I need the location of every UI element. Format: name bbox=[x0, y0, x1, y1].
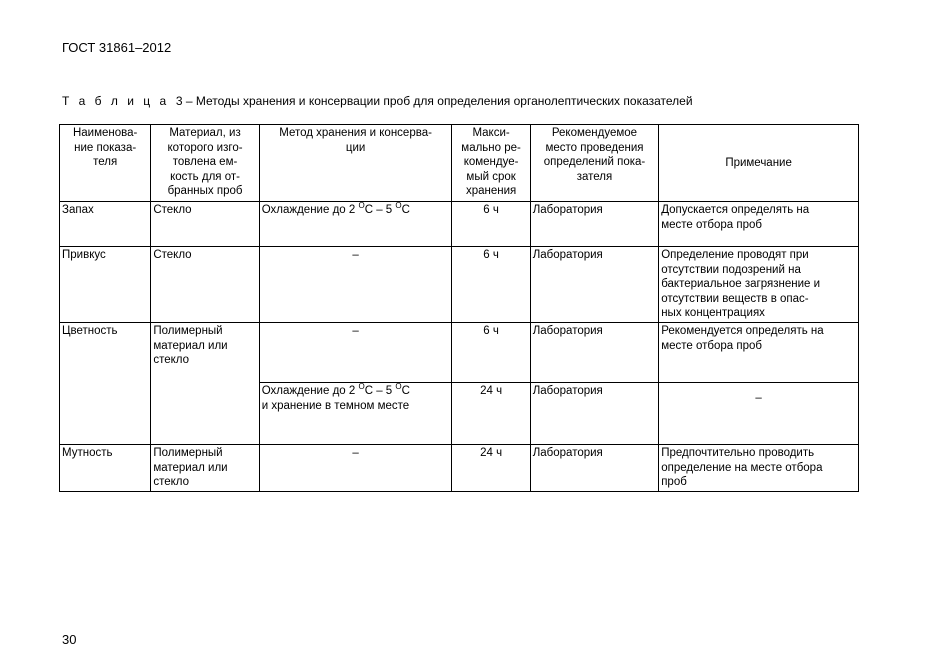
cell-material: Стекло bbox=[151, 202, 259, 247]
cell-period: 6 ч bbox=[452, 202, 530, 247]
table-caption bbox=[62, 94, 693, 108]
storage-methods-table bbox=[59, 124, 859, 492]
cell-indicator: Привкус bbox=[60, 247, 151, 323]
cell-period: 6 ч bbox=[452, 323, 530, 383]
cell-method: – bbox=[259, 445, 452, 492]
table-header-row bbox=[60, 125, 859, 202]
table-row bbox=[60, 445, 859, 492]
cell-note: Рекомендуется определять на месте отбора проб bbox=[659, 323, 859, 383]
method-text-c: С bbox=[401, 204, 410, 216]
cell-method bbox=[259, 383, 452, 445]
cell-method: – bbox=[259, 247, 452, 323]
method-text-a: Охлаждение до 2 bbox=[261, 385, 359, 397]
cell-method: – bbox=[259, 323, 452, 383]
cell-material: Стекло bbox=[151, 247, 259, 323]
method-text-b: С – 5 bbox=[364, 204, 396, 216]
header-period: Макси- мально ре- комендуе- мый срок хранения bbox=[452, 125, 530, 202]
header-note: Примечание bbox=[659, 125, 859, 202]
cell-indicator: Цветность bbox=[60, 323, 151, 445]
cell-indicator: Запах bbox=[60, 202, 151, 247]
table-row bbox=[60, 247, 859, 323]
method-text-c: С и хранение в темном месте bbox=[261, 385, 410, 412]
cell-indicator: Мутность bbox=[60, 445, 151, 492]
cell-period: 24 ч bbox=[452, 445, 530, 492]
cell-material: Полимерный материал или стекло bbox=[151, 445, 259, 492]
cell-note: Определение проводят при отсутствии подозрений на бактериальное загрязнение и отсутствии веществ в опас- ных концентрациях bbox=[659, 247, 859, 323]
degree-sign: O bbox=[358, 201, 365, 210]
degree-sign: O bbox=[395, 201, 402, 210]
header-method: Метод хранения и консерва- ции bbox=[259, 125, 452, 202]
page-number: 30 bbox=[62, 632, 77, 647]
table-row bbox=[60, 202, 859, 247]
cell-note: Допускается определять на месте отбора проб bbox=[659, 202, 859, 247]
degree-sign: O bbox=[358, 382, 365, 391]
header-material: Материал, из которого изго- товлена ем- кость для от- бранных проб bbox=[151, 125, 259, 202]
table-row bbox=[60, 323, 859, 383]
table-caption-prefix: Т а б л и ц а bbox=[62, 94, 170, 108]
header-place: Рекомендуемое место проведения определений пока- зателя bbox=[530, 125, 658, 202]
cell-place: Лаборатория bbox=[530, 445, 658, 492]
document-code: ГОСТ 31861–2012 bbox=[62, 40, 172, 55]
cell-note: – bbox=[659, 383, 859, 445]
cell-note: Предпочтительно проводить определение на месте отбора проб bbox=[659, 445, 859, 492]
cell-period: 24 ч bbox=[452, 383, 530, 445]
cell-method bbox=[259, 202, 452, 247]
header-indicator: Наименова- ние показа- теля bbox=[60, 125, 151, 202]
cell-place: Лаборатория bbox=[530, 202, 658, 247]
cell-period: 6 ч bbox=[452, 247, 530, 323]
cell-place: Лаборатория bbox=[530, 247, 658, 323]
cell-place: Лаборатория bbox=[530, 383, 658, 445]
table-caption-text: 3 – Методы хранения и консервации проб для определения органолептических показателей bbox=[175, 94, 693, 108]
degree-sign: O bbox=[395, 382, 402, 391]
cell-place: Лаборатория bbox=[530, 323, 658, 383]
cell-material: Полимерный материал или стекло bbox=[151, 323, 259, 445]
method-text-b: С – 5 bbox=[364, 385, 396, 397]
method-text-a: Охлаждение до 2 bbox=[261, 204, 359, 216]
